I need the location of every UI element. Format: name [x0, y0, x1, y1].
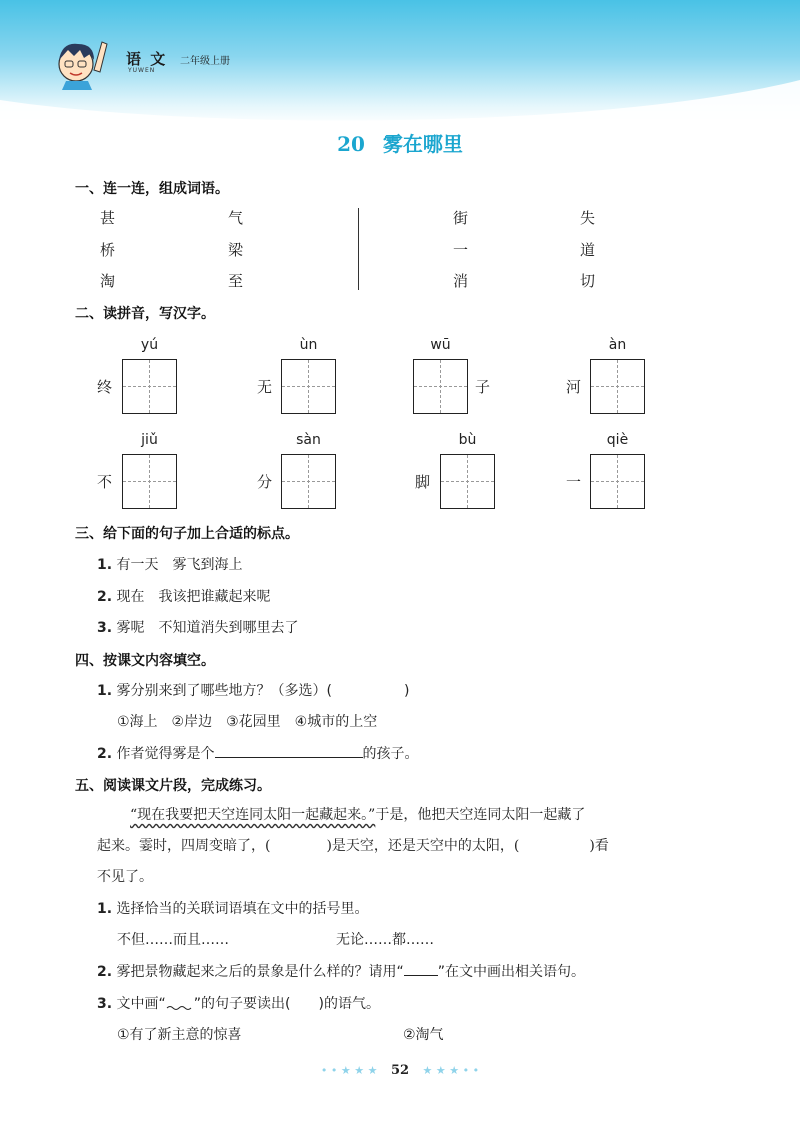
star-decoration-left: • • ★ ★ ★: [320, 1064, 378, 1077]
passage-line: [130, 804, 585, 824]
writing-box[interactable]: [281, 454, 336, 509]
passage-text: )是天空，还是天空中的太阳，(: [326, 838, 520, 854]
question-number: 2.: [97, 964, 113, 980]
question-number: 2.: [97, 746, 113, 762]
match-item[interactable]: 梁: [228, 241, 244, 259]
section-5-heading: 五、阅读课文片段，完成练习。: [75, 778, 271, 794]
bracket-close: ): [403, 683, 410, 699]
divider: [358, 208, 359, 290]
passage-line: [97, 835, 609, 855]
passage-quote: “现在我要把天空连同太阳一起藏起来。”: [130, 807, 376, 823]
match-item[interactable]: 切: [580, 272, 596, 290]
question-number: 1.: [97, 557, 113, 573]
match-item[interactable]: 气: [228, 209, 244, 227]
options-line: ①海上 ②岸边 ③花园里 ④城市的上空: [117, 714, 378, 730]
mascot-icon: [50, 32, 112, 90]
pinyin-label: ùn: [299, 337, 318, 353]
pinyin-label: wū: [430, 337, 451, 353]
question-text: 雾把景物藏起来之后的景象是什么样的？请用“: [116, 964, 404, 980]
match-item[interactable]: 桥: [100, 241, 116, 259]
given-char: 分: [257, 473, 273, 491]
match-item[interactable]: 淘: [100, 272, 116, 290]
page-number: 52: [390, 1063, 410, 1078]
pinyin-label: sàn: [296, 432, 321, 448]
option-b[interactable]: ②淘气: [403, 1027, 444, 1043]
question-number: 3.: [97, 996, 113, 1012]
section-3-heading: 三、给下面的句子加上合适的标点。: [75, 526, 299, 542]
question-text: ”在文中画出相关语句。: [437, 964, 586, 980]
passage-text: 于是，他把天空连同太阳一起藏了: [375, 807, 586, 823]
section-4-heading: 四、按课文内容填空。: [75, 653, 215, 669]
given-char: 一: [566, 473, 582, 491]
lesson-name: 雾在哪里: [382, 132, 463, 156]
question-item: [97, 961, 585, 981]
writing-box[interactable]: [440, 454, 495, 509]
lesson-number: 20: [337, 132, 365, 156]
page-header: [0, 0, 800, 125]
question-item: [97, 617, 299, 637]
wavy-sample: [166, 997, 194, 1011]
match-item[interactable]: 道: [580, 241, 596, 259]
pinyin-label: bù: [458, 432, 477, 448]
subject-pinyin: YUWEN: [128, 67, 156, 74]
pinyin-label: yú: [140, 337, 159, 353]
given-char: 不: [97, 473, 113, 491]
question-item: [97, 586, 271, 606]
question-text[interactable]: 现在 我该把谁藏起来呢: [116, 589, 271, 605]
question-text: 文中画“: [116, 996, 166, 1012]
question-text: ”的句子要读出(: [193, 996, 291, 1012]
grade-label: 二年级上册: [180, 56, 230, 67]
match-item[interactable]: 一: [453, 241, 469, 259]
passage-line: 不见了。: [97, 869, 153, 885]
question-item: [97, 680, 409, 700]
given-char: 脚: [415, 473, 431, 491]
section-1-heading: 一、连一连，组成词语。: [75, 181, 229, 197]
pinyin-label: àn: [608, 337, 627, 353]
question-item: [97, 743, 419, 763]
question-number: 1.: [97, 901, 113, 917]
underline-sample: [404, 963, 438, 976]
star-decoration-right: ★ ★ ★ • •: [422, 1064, 480, 1077]
passage-text: )看: [589, 838, 609, 854]
question-number: 3.: [97, 620, 113, 636]
question-text: )的语气。: [318, 996, 380, 1012]
option-a[interactable]: 不但……而且……: [117, 932, 229, 948]
match-item[interactable]: 甚: [100, 209, 116, 227]
match-item[interactable]: 消: [453, 272, 469, 290]
lesson-title: [0, 128, 800, 157]
question-number: 1.: [97, 683, 113, 699]
given-char: 河: [566, 378, 582, 396]
subject-label: 语 文: [126, 50, 168, 68]
question-text: 选择恰当的关联词语填在文中的括号里。: [116, 901, 369, 917]
given-char: 无: [257, 378, 273, 396]
page-footer: [0, 1063, 800, 1078]
question-item: [97, 898, 369, 918]
writing-box[interactable]: [413, 359, 468, 414]
question-text: 雾分别来到了哪些地方？（多选）(: [116, 683, 332, 699]
writing-box[interactable]: [122, 359, 177, 414]
writing-box[interactable]: [590, 359, 645, 414]
writing-box[interactable]: [281, 359, 336, 414]
question-text[interactable]: 有一天 雾飞到海上: [116, 557, 243, 573]
writing-box[interactable]: [590, 454, 645, 509]
option-a[interactable]: ①有了新主意的惊喜: [117, 1027, 242, 1043]
question-number: 2.: [97, 589, 113, 605]
passage-text: 起来。霎时，四周变暗了，(: [97, 838, 271, 854]
section-2-heading: 二、读拼音，写汉字。: [75, 306, 215, 322]
option-b[interactable]: 无论……都……: [336, 932, 434, 948]
question-text: 的孩子。: [362, 746, 419, 762]
question-text: 作者觉得雾是个: [116, 746, 215, 762]
question-item: [97, 554, 243, 574]
question-item: [97, 993, 380, 1013]
given-char: 子: [475, 378, 491, 396]
writing-box[interactable]: [122, 454, 177, 509]
pinyin-label: jiǔ: [141, 432, 158, 448]
pinyin-label: qiè: [606, 432, 629, 448]
answer-blank[interactable]: [215, 743, 363, 758]
match-item[interactable]: 失: [580, 209, 596, 227]
question-text[interactable]: 雾呢 不知道消失到哪里去了: [116, 620, 299, 636]
match-item[interactable]: 街: [453, 209, 469, 227]
match-item[interactable]: 至: [228, 272, 244, 290]
given-char: 终: [97, 378, 113, 396]
